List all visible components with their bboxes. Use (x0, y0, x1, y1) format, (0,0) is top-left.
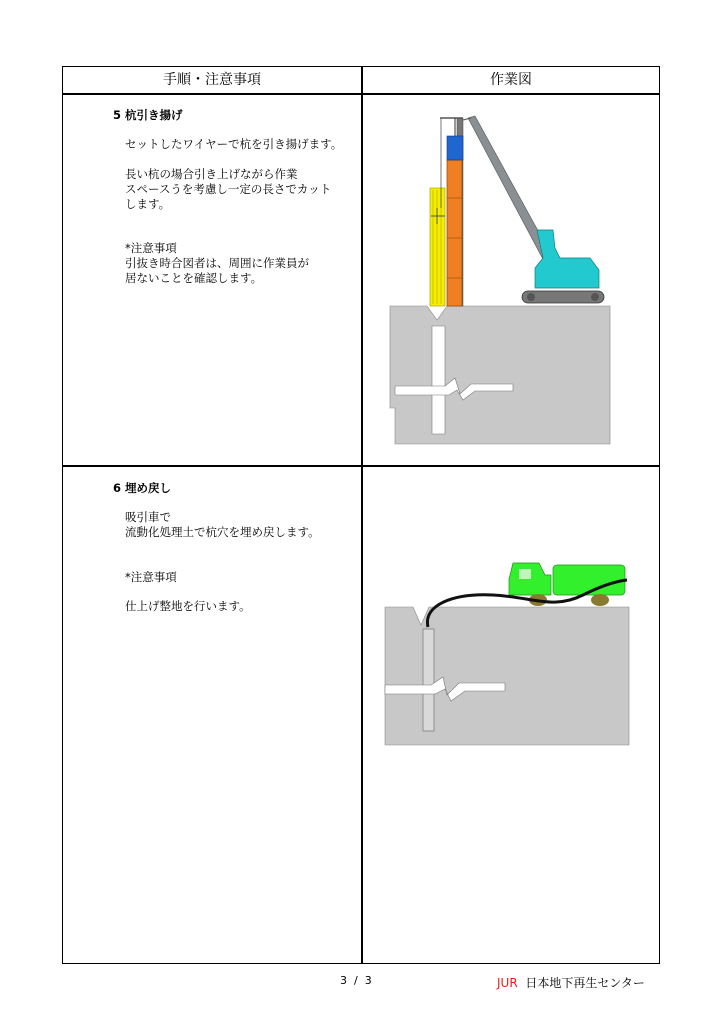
row-divider (63, 465, 659, 467)
filled-pile-hole (423, 629, 434, 731)
organization-name (497, 974, 645, 991)
step5-line2a: 長い杭の場合引き上げながら作業 (125, 167, 298, 181)
pile-hole (432, 326, 445, 434)
header-diagram: 作業図 (490, 72, 532, 88)
step5-line2b: スペースうを考慮し一定の長さでカット (125, 182, 332, 196)
ground-section (385, 607, 629, 745)
column-divider (361, 67, 363, 963)
step5-caution-b: 居ないことを確認します。 (125, 271, 263, 285)
steel-pile (447, 160, 462, 306)
step5-caution-a: 引抜き時合図者は、周囲に作業員が (125, 256, 309, 270)
ground-section (390, 306, 610, 444)
step6-line1a: 吸引車で (125, 510, 171, 524)
step6-line1b: 流動化処理土で杭穴を埋め戻します。 (125, 525, 320, 539)
step5-line2c: します。 (125, 197, 171, 211)
step6-title: 6 埋め戻し (113, 481, 172, 495)
step6-caution-text: 仕上げ整地を行います。 (125, 599, 251, 613)
org-text: 日本地下再生センター (525, 976, 645, 990)
header-procedure: 手順・注意事項 (163, 72, 261, 88)
vibro-hammer (447, 136, 463, 160)
backfill-diagram (383, 555, 633, 750)
page-number: 3 / 3 (340, 974, 372, 987)
step5-title: 5 杭引き揚げ (113, 108, 183, 122)
header-divider (63, 93, 659, 95)
step5-caution-title: *注意事項 (125, 241, 177, 255)
step6-caution-title: *注意事項 (125, 570, 177, 584)
pile-extraction-diagram (385, 108, 615, 450)
step5-line1: セットしたワイヤーで杭を引き揚げます。 (125, 137, 343, 151)
jur-brand: JUR (497, 976, 518, 990)
sheet-piles (430, 188, 445, 306)
